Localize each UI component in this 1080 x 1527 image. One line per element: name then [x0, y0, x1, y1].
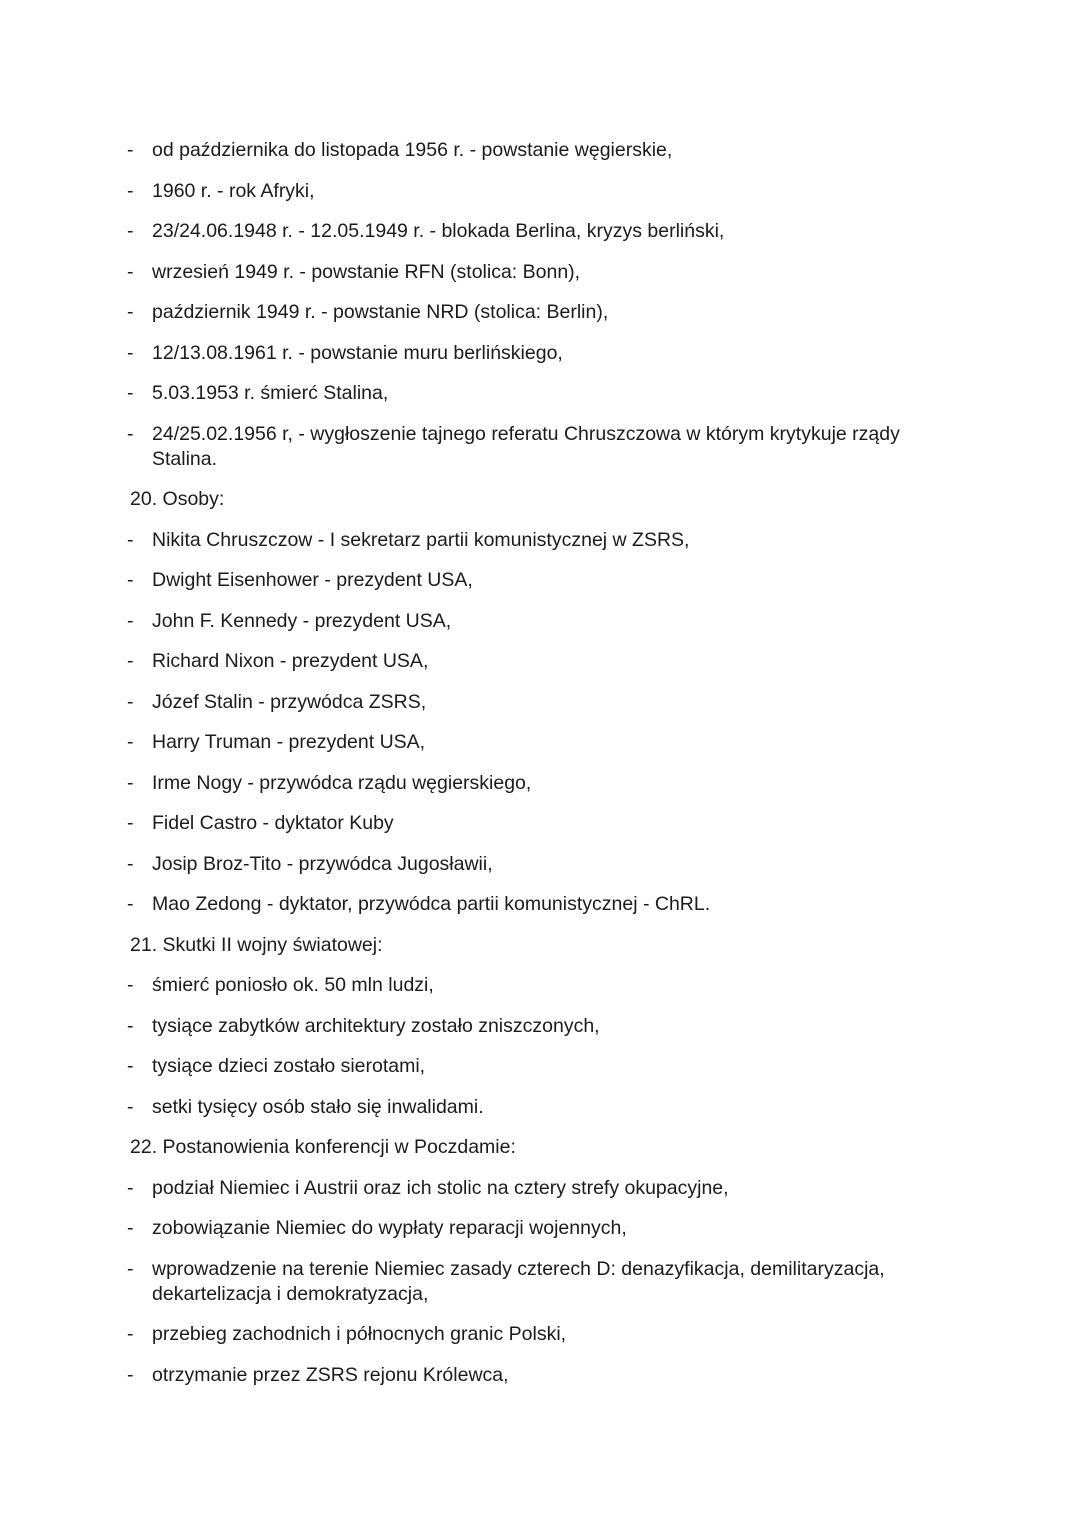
bullet-dash: -: [127, 301, 134, 323]
list-item: [0, 300, 932, 325]
document-page: [0, 138, 1080, 1403]
list-item: [0, 568, 932, 593]
bullet-dash: -: [127, 690, 134, 713]
bullet-dash: -: [127, 609, 134, 632]
list-item-text: Nikita Chruszczow - I sekretarz partii komunistycznej w ZSRS,: [152, 528, 690, 551]
bullet-dash: -: [127, 852, 134, 875]
list-item-text: Fidel Castro - dyktator Kuby: [152, 812, 394, 834]
bullet-dash: -: [127, 528, 134, 551]
list-item-text: Irme Nogy - przywódca rządu węgierskiego,: [152, 771, 532, 794]
list-item-text: Richard Nixon - prezydent USA,: [152, 650, 429, 672]
list-item-text: śmierć poniosło ok. 50 mln ludzi,: [152, 974, 434, 996]
list-item: [0, 138, 932, 163]
bullet-dash: -: [127, 341, 134, 364]
list-item: [0, 1322, 932, 1347]
list-item: [0, 609, 932, 634]
list-item-text: październik 1949 r. - powstanie NRD (stolica: Berlin),: [152, 301, 609, 323]
list-item: [0, 179, 932, 204]
bullet-dash: -: [127, 893, 134, 915]
list-item: [0, 381, 932, 406]
list-item-text: tysiące dzieci zostało sierotami,: [152, 1055, 426, 1077]
list-item-text: otrzymanie przez ZSRS rejonu Królewca,: [152, 1363, 509, 1386]
list-item-text: wprowadzenie na terenie Niemiec zasady czterech D: denazyfikacja, demilitaryzacja, dekartelizacja i demokratyzacja,: [152, 1257, 885, 1305]
list-item-text: John F. Kennedy - prezydent USA,: [152, 609, 452, 632]
list-item-text: od października do listopada 1956 r. - powstanie węgierskie,: [152, 139, 673, 161]
list-item-text: 24/25.02.1956 r, - wygłoszenie tajnego referatu Chruszczowa w którym krytykuje rządy Stalina.: [152, 422, 900, 470]
bullet-dash: -: [127, 1257, 134, 1280]
bullet-dash: -: [127, 1323, 134, 1345]
list-item-text: tysiące zabytków architektury zostało zniszczonych,: [152, 1014, 600, 1037]
list-item: [0, 422, 932, 472]
list-item: [0, 1014, 932, 1039]
list-item-text: Harry Truman - prezydent USA,: [152, 731, 426, 753]
bullet-dash: -: [127, 220, 134, 242]
bullet-dash: -: [127, 1363, 134, 1386]
list-item-text: Dwight Eisenhower - prezydent USA,: [152, 569, 473, 591]
list-item: [0, 649, 932, 674]
list-item: [0, 1095, 932, 1120]
bullet-dash: -: [127, 650, 134, 672]
list-item-text: Józef Stalin - przywódca ZSRS,: [152, 690, 427, 713]
bullet-dash: -: [127, 731, 134, 753]
list-item-text: Josip Broz-Tito - przywódca Jugosławii,: [152, 852, 493, 875]
bullet-dash: -: [127, 569, 134, 591]
list-item: [0, 341, 932, 366]
bullet-dash: -: [127, 260, 134, 283]
section-heading: 20. Osoby:: [130, 488, 225, 510]
list-item-text: przebieg zachodnich i północnych granic Polski,: [152, 1323, 567, 1345]
bullet-dash: -: [127, 382, 134, 404]
list-item-text: podział Niemiec i Austrii oraz ich stolic na cztery strefy okupacyjne,: [152, 1176, 729, 1199]
list-item: [0, 260, 932, 285]
list-item: [0, 852, 932, 877]
section-heading: 21. Skutki II wojny światowej:: [130, 933, 383, 956]
bullet-dash: -: [127, 974, 134, 996]
bullet-dash: -: [127, 812, 134, 834]
list-item: [0, 973, 932, 998]
bullet-dash: -: [127, 1217, 134, 1239]
list-item: [0, 1257, 932, 1307]
list-item-text: wrzesień 1949 r. - powstanie RFN (stolica: Bonn),: [152, 260, 581, 283]
list-item: [0, 1176, 932, 1201]
list-item: [0, 219, 932, 244]
list-item-text: 1960 r. - rok Afryki,: [152, 179, 315, 202]
bullet-dash: -: [127, 179, 134, 202]
bullet-dash: -: [127, 139, 134, 161]
bullet-dash: -: [127, 1055, 134, 1077]
list-item: [0, 1054, 932, 1079]
list-item: [0, 892, 932, 917]
list-item: [0, 528, 932, 553]
list-item: [0, 1363, 932, 1388]
list-item: [0, 730, 932, 755]
list-item-text: 12/13.08.1961 r. - powstanie muru berlińskiego,: [152, 341, 563, 364]
list-item: [0, 771, 932, 796]
section-heading: 22. Postanowienia konferencji w Poczdamie:: [130, 1136, 516, 1158]
list-item: [0, 811, 932, 836]
list-item-text: Mao Zedong - dyktator, przywódca partii komunistycznej - ChRL.: [152, 893, 711, 915]
bullet-dash: -: [127, 1014, 134, 1037]
bullet-dash: -: [127, 1176, 134, 1199]
bullet-dash: -: [127, 1095, 134, 1118]
list-item-text: setki tysięcy osób stało się inwalidami.: [152, 1095, 484, 1118]
list-item-text: 5.03.1953 r. śmierć Stalina,: [152, 382, 389, 404]
list-item-text: 23/24.06.1948 r. - 12.05.1949 r. - blokada Berlina, kryzys berliński,: [152, 220, 725, 242]
list-item-text: zobowiązanie Niemiec do wypłaty reparacji wojennych,: [152, 1217, 627, 1239]
bullet-dash: -: [127, 422, 134, 445]
list-item: [0, 690, 932, 715]
list-item: [0, 1216, 932, 1241]
bullet-dash: -: [127, 771, 134, 794]
